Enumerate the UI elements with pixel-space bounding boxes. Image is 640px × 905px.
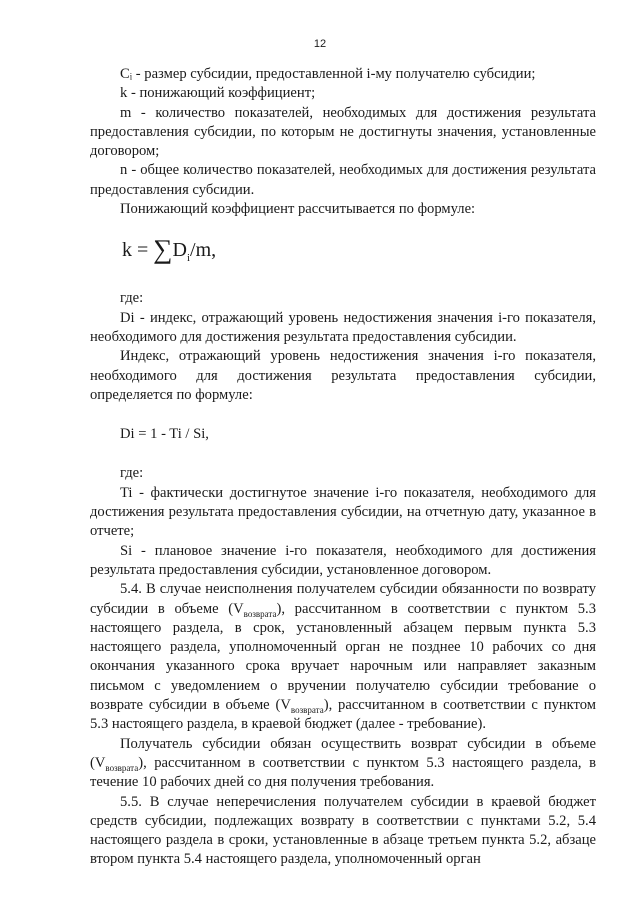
paragraph-5-5: 5.5. В случае неперечисления получателем субсидии в краевой бюджет средств субсидии, подлежащих возврату в соответствии с пунктами 5.2, 5.4 настоящего раздела в сроки, установленные в абзаце третьем пункта 5.2, абзаце втором пункта 5.4 настоящего раздела, уполномоченный орган bbox=[90, 793, 596, 868]
sum-symbol: ∑ bbox=[153, 234, 173, 265]
paragraph-5-4: 5.4. В случае неисполнения получателем субсидии обязанности по возврату субсидии в объеме $(V_{возврата})$, рассчитанном в соответствии с пунктом 5.3 настоящего раздела, в срок, установленный абзацем первым пункта 5.3 настоящего раздела, уполномоченный орган не позднее 10 рабочих со дня окончания указанного срока вручает нарочным или направляет заказным письмом с уведомлением о вручении получателю субсидии требование о возврате субсидии в объеме $(V_{возврата})$, рассчитанном в соответствии с пунктом 5.3 настоящего раздела, в краевой бюджет (далее - требование). bbox=[90, 581, 597, 733]
paragraph-return-obligation: Получатель субсидии обязан осуществить возврат субсидии в объеме $(V_{возврата})$, рассчитанном в соответствии с пунктом 5.3 настоящего раздела, в течение 10 рабочих дней со дня получения требования. bbox=[90, 735, 596, 791]
paragraph-k-definition: k - понижающий коэффициент; bbox=[120, 85, 316, 102]
paragraph-n-definition: n - общее количество показателей, необходимых для достижения результата предоставления субсидии. bbox=[90, 162, 596, 198]
formula-k-d: D bbox=[172, 239, 187, 262]
formula-di: Di = 1 - Ti / Si, bbox=[120, 426, 209, 443]
document-body bbox=[90, 65, 596, 870]
paragraph-where-1: где: bbox=[120, 290, 144, 307]
formula-k bbox=[122, 229, 596, 269]
paragraph-ti-definition: Ti - фактически достигнутое значение i-го показателя, необходимого для достижения результата предоставления субсидии, на отчетную дату, указанное в отчете; bbox=[90, 484, 596, 540]
subscript-vozvrata: возврата bbox=[105, 762, 139, 773]
subscript-vozvrata: возврата bbox=[290, 704, 324, 715]
page-number: 12 bbox=[313, 38, 327, 50]
formula-k-lhs: k = bbox=[122, 239, 149, 262]
paragraph-si-definition: Si - плановое значение i-го показателя, необходимого для достижения результата предоставления субсидии, установленное договором. bbox=[90, 542, 596, 578]
paragraph-m-definition: m - количество показателей, необходимых для достижения результата предоставления субсидии, по которым не достигнуты значения, установленные договором; bbox=[90, 104, 596, 160]
paragraph-di-formula-intro: Индекс, отражающий уровень недостижения значения i-го показателя, необходимого для достижения результата предоставления субсидии, определяется по формуле: bbox=[90, 348, 596, 403]
formula-k-sub-i: i bbox=[186, 252, 191, 265]
subscript-vozvrata: возврата bbox=[243, 608, 277, 619]
paragraph-k-formula-intro: Понижающий коэффициент рассчитывается по формуле: bbox=[120, 201, 476, 218]
paragraph-ci-definition: Cᵢ - размер субсидии, предоставленной i-му получателю субсидии; bbox=[120, 66, 536, 82]
paragraph-where-2: где: bbox=[120, 465, 144, 482]
paragraph-di-definition: Di - индекс, отражающий уровень недостижения значения i-го показателя, необходимого для достижения результата предоставления субсидии. bbox=[90, 309, 596, 345]
formula-k-rhs: /m, bbox=[190, 239, 217, 262]
